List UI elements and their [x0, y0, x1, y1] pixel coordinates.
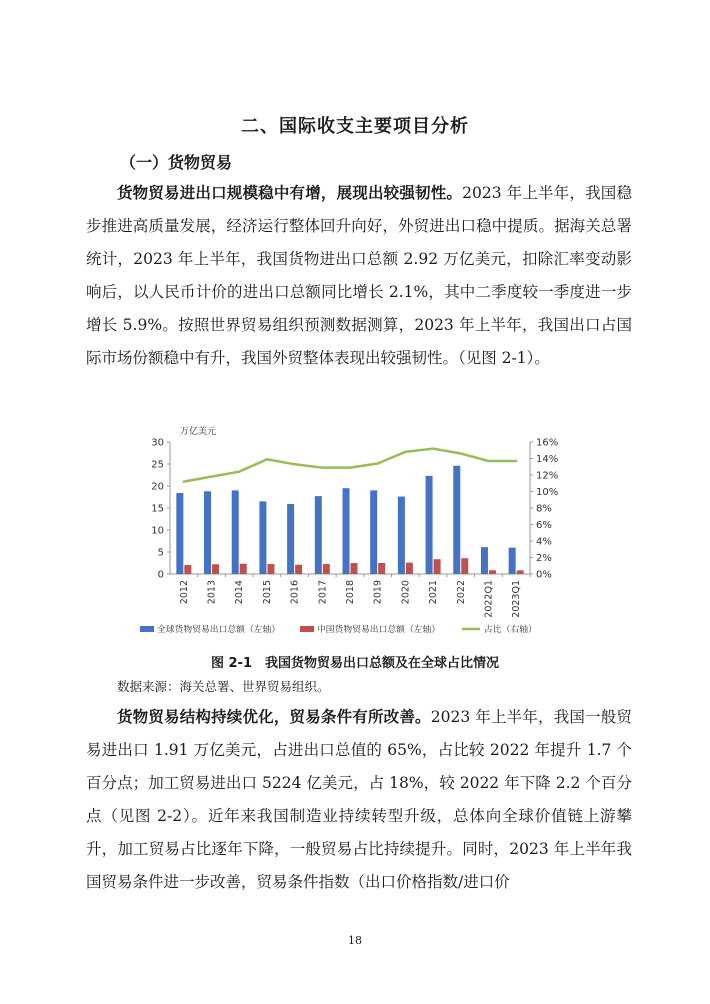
x-tick-label: 2016	[289, 580, 301, 605]
share-point	[183, 480, 185, 482]
paragraph-1	[86, 176, 632, 375]
share-point	[210, 475, 212, 477]
paragraph-1-lead: 货物贸易进出口规模稳中有增，展现出较强韧性。	[117, 183, 463, 202]
x-tick-label: 2019	[372, 580, 384, 605]
bar-global-export	[259, 501, 266, 574]
share-point	[432, 447, 434, 449]
bar-global-export	[481, 547, 488, 574]
y-unit-label: 万亿美元	[180, 427, 217, 437]
share-point	[293, 463, 295, 465]
bar-global-export	[287, 504, 294, 574]
bar-global-export	[315, 496, 322, 574]
bar-china-export	[351, 563, 358, 574]
x-tick-label: 2015	[261, 580, 273, 605]
bar-china-export	[295, 565, 302, 574]
x-tick-label: 2018	[345, 580, 356, 605]
legend-label-china: 中国货物贸易出口总额（左轴）	[317, 625, 441, 635]
bar-global-export	[232, 490, 239, 574]
y-right-tick-label: 6%	[536, 520, 552, 531]
y-right-tick-label: 0%	[536, 569, 552, 581]
bar-global-export	[370, 490, 377, 574]
y-left-tick-label: 30	[151, 437, 164, 449]
legend-swatch-china	[300, 626, 314, 632]
bar-global-export	[509, 548, 516, 574]
bar-china-export	[517, 570, 524, 574]
bar-china-export	[489, 570, 496, 574]
paragraph-2	[86, 700, 632, 899]
paragraph-1-body: 2023 年上半年，我国稳步推进高质量发展，经济运行整体回升向好，外贸进出口稳中提质。据海关总署统计，2023 年上半年，我国货物进出口总额 2.92 万亿美元，扣除汇率变动影响后，以人民币计价的进出口总额同比增长 2.1%，其中二季度较一季度进一步增长 5.9%。按照世界贸易组织预测数据测算，2023 年上半年，我国出口占国际市场份额稳中有升，我国外贸整体表现出较强韧性。（见图 2-1）。	[86, 184, 632, 367]
legend-label-share: 占比（右轴）	[484, 625, 537, 635]
trade-chart-svg	[140, 420, 580, 640]
x-tick-label: 2020	[400, 580, 412, 605]
bar-china-export	[267, 564, 274, 574]
x-tick-label: 2022	[455, 580, 467, 605]
y-right-tick-label: 16%	[536, 437, 559, 449]
x-tick-label: 2012	[178, 580, 190, 605]
y-left-tick-label: 10	[151, 525, 164, 537]
y-right-tick-label: 2%	[536, 553, 552, 564]
trade-chart	[140, 420, 580, 640]
x-tick-label: 2023Q1	[511, 580, 523, 618]
y-left-tick-label: 20	[151, 481, 164, 493]
x-tick-label: 2013	[206, 580, 218, 605]
subsection-title: （一）货物贸易	[120, 153, 233, 172]
x-tick-label: 2021	[428, 580, 440, 605]
y-left-tick-label: 0	[157, 569, 164, 581]
bar-global-export	[176, 493, 183, 574]
share-point	[460, 452, 462, 454]
bar-global-export	[398, 497, 405, 574]
share-point	[404, 451, 406, 453]
bar-china-export	[378, 563, 385, 574]
legend-swatch-global	[140, 626, 154, 632]
y-right-tick-label: 12%	[536, 470, 559, 482]
y-right-tick-label: 14%	[536, 454, 559, 465]
share-point	[515, 460, 517, 462]
bar-china-export	[184, 565, 191, 574]
bar-global-export	[204, 491, 211, 574]
data-source: 数据来源：海关总署、世界贸易组织。	[117, 679, 330, 694]
y-right-tick-label: 10%	[536, 487, 559, 498]
bar-china-export	[406, 563, 413, 574]
x-tick-label: 2022Q1	[483, 580, 495, 618]
bar-china-export	[240, 564, 247, 574]
y-right-tick-label: 4%	[536, 536, 552, 548]
bar-china-export	[461, 558, 468, 574]
bar-global-export	[343, 488, 350, 574]
share-point	[487, 460, 489, 462]
bar-global-export	[453, 466, 460, 574]
figure-caption: 图 2-1 我国货物贸易出口总额及在全球占比情况	[210, 656, 499, 671]
legend-label-global: 全球货物贸易出口总额（左轴）	[157, 625, 281, 635]
section-title: 二、国际收支主要项目分析	[241, 116, 469, 137]
share-point	[266, 458, 268, 460]
share-point	[238, 471, 240, 473]
share-line	[184, 449, 516, 482]
y-left-tick-label: 5	[157, 547, 164, 559]
bar-china-export	[212, 564, 219, 574]
bar-china-export	[434, 559, 441, 574]
bar-china-export	[323, 564, 330, 574]
x-tick-label: 2017	[317, 580, 329, 605]
paragraph-2-lead: 货物贸易结构持续优化，贸易条件有所改善。	[117, 707, 431, 726]
y-left-tick-label: 15	[151, 503, 164, 515]
page-number: 18	[348, 934, 362, 947]
x-tick-label: 2014	[234, 580, 246, 605]
share-point	[376, 462, 378, 464]
share-point	[321, 466, 323, 468]
paragraph-2-body: 2023 年上半年，我国一般贸易进出口 1.91 万亿美元，占进出口总值的 65%，占比较 2022 年提升 1.7 个百分点；加工贸易进出口 5224 亿美元，占 18%，较 2022 年下降 2.2 个百分点（见图 2-2）。近年来我国制造业持续转型升级，总体向全球价值链上游攀升，加工贸易占比逐年下降，一般贸易占比持续提升。同时，2023 年上半年我国贸易条件进一步改善，贸易条件指数（出口价格指数/进口价	[86, 708, 632, 891]
y-right-tick-label: 8%	[536, 503, 552, 515]
y-left-tick-label: 25	[151, 459, 164, 471]
bar-global-export	[426, 476, 433, 574]
share-point	[349, 466, 351, 468]
